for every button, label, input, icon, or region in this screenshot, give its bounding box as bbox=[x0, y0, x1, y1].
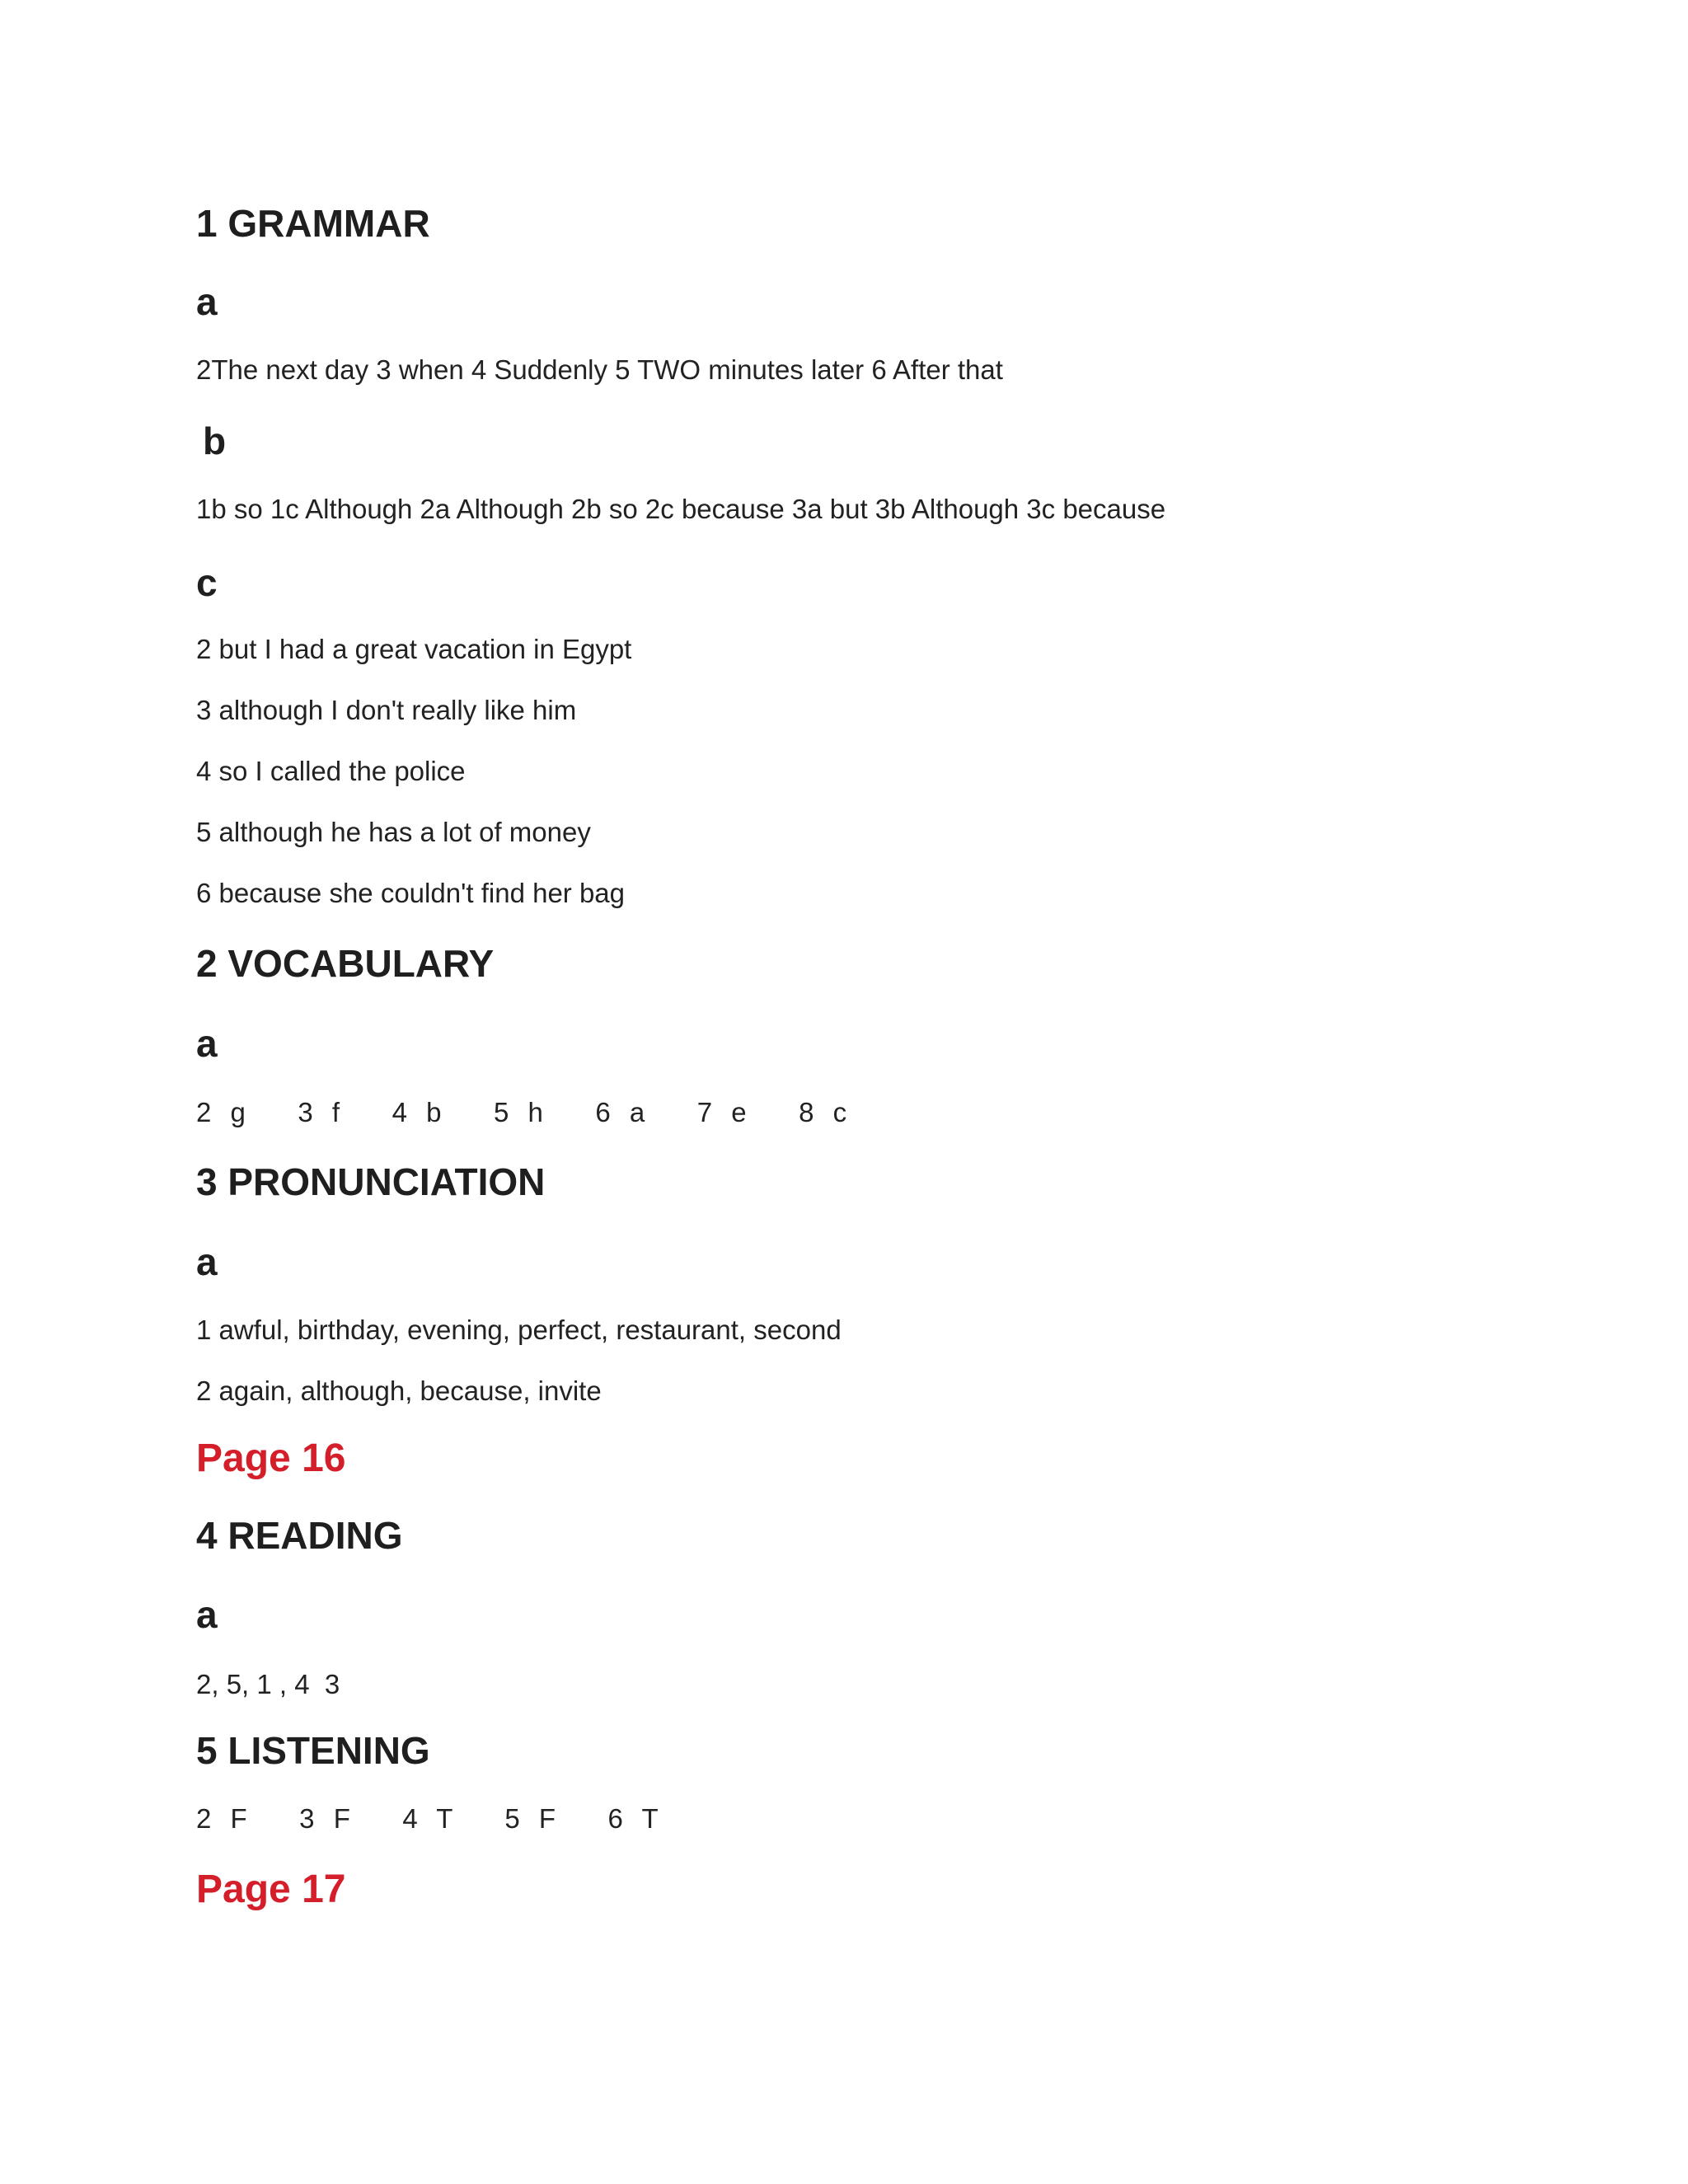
grammar-c-item-4: 4 so I called the police bbox=[196, 756, 466, 786]
section-title-listening: 5 LISTENING bbox=[196, 1729, 430, 1772]
grammar-b-answers: 1b so 1c Although 2a Although 2b so 2c because 3a but 3b Although 3c because bbox=[196, 494, 1166, 524]
page-label-17: Page 17 bbox=[196, 1868, 346, 1911]
section-title-vocabulary: 2 VOCABULARY bbox=[196, 942, 495, 985]
pronunciation-line-2: 2 again, although, because, invite bbox=[196, 1376, 602, 1406]
reading-a-answers: 2, 5, 1 , 4 3 bbox=[196, 1669, 340, 1699]
vocabulary-a-answers: 2 g 3 f 4 b 5 h 6 a 7 e 8 c bbox=[196, 1097, 850, 1127]
grammar-subsection-b-label: b bbox=[203, 419, 227, 462]
grammar-c-item-3: 3 although I don't really like him bbox=[196, 695, 577, 725]
grammar-subsection-c-label: c bbox=[196, 561, 218, 604]
grammar-c-item-2: 2 but I had a great vacation in Egypt bbox=[196, 634, 632, 664]
reading-subsection-a-label: a bbox=[196, 1593, 218, 1636]
section-title-reading: 4 READING bbox=[196, 1514, 403, 1557]
grammar-c-item-5: 5 although he has a lot of money bbox=[196, 817, 591, 847]
pronunciation-subsection-a-label: a bbox=[196, 1240, 218, 1283]
grammar-subsection-a-label: a bbox=[196, 280, 218, 323]
section-title-grammar: 1 GRAMMAR bbox=[196, 202, 430, 245]
page-label-16: Page 16 bbox=[196, 1436, 346, 1480]
section-title-pronunciation: 3 PRONUNCIATION bbox=[196, 1160, 546, 1203]
listening-answers: 2 F 3 F 4 T 5 F 6 T bbox=[196, 1803, 661, 1834]
grammar-a-answers: 2The next day 3 when 4 Suddenly 5 TWO minutes later 6 After that bbox=[196, 354, 1003, 385]
pronunciation-line-1: 1 awful, birthday, evening, perfect, restaurant, second bbox=[196, 1315, 842, 1345]
grammar-c-item-6: 6 because she couldn't find her bag bbox=[196, 878, 626, 908]
vocabulary-subsection-a-label: a bbox=[196, 1022, 218, 1065]
